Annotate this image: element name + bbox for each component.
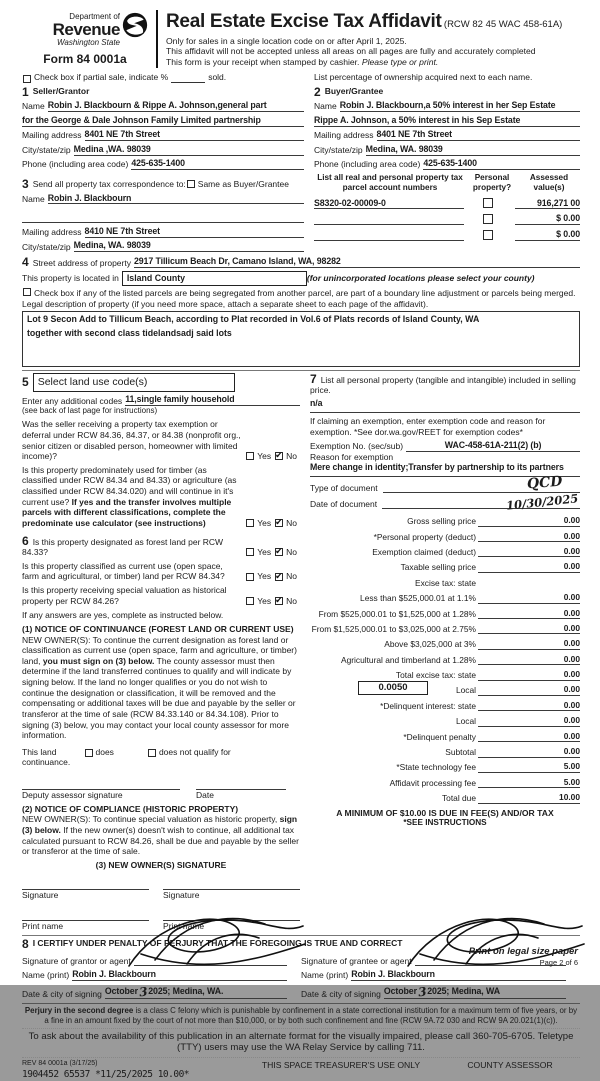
fee-leader-line [478, 518, 538, 527]
print-name-label: Print name [22, 921, 64, 932]
current-use-question [22, 561, 300, 582]
fee-row [310, 527, 580, 542]
fee-label: *Delinquent penalty [403, 731, 476, 742]
buyer-mailing-label: Mailing address [314, 130, 374, 141]
land-use-select-label: Select land use code(s) [37, 375, 148, 388]
fee-value: 0.00 [538, 546, 580, 558]
date-of-document-value: 10/30/2025 [505, 491, 579, 513]
seller-name-label: Name [22, 101, 45, 112]
fee-label: Taxable selling price [400, 562, 476, 573]
grantor-name-input[interactable]: Robin J. Blackbourn [72, 969, 287, 981]
fee-row [310, 557, 580, 572]
yes-checkbox[interactable] [246, 548, 254, 556]
grantee-sig-label: Signature of grantee or agent [301, 955, 412, 966]
no-label: No [286, 547, 297, 558]
assessed-value-col-header: Assessed value(s) [529, 173, 569, 193]
land-use-column [22, 373, 310, 932]
type-of-document-row [310, 473, 580, 493]
fee-value: 0.00 [538, 561, 580, 573]
date-of-document-row [310, 491, 580, 513]
section7-number: 7 [310, 371, 317, 386]
grantee-date-day-handwritten: 3 [417, 984, 428, 1000]
partial-sale-percent-input[interactable] [171, 82, 205, 83]
does-not-checkbox[interactable] [148, 749, 156, 757]
fee-leader-line [478, 764, 538, 773]
personal-property-input[interactable]: n/a [310, 397, 323, 408]
correspondence-extra-line[interactable] [22, 213, 304, 223]
segregated-checkbox[interactable] [23, 288, 31, 296]
question-text: Is this property receiving special valuation as historical property per RCW 84.26? [22, 585, 227, 606]
yes-checkbox[interactable] [246, 452, 254, 460]
section8-number: 8 [22, 936, 29, 951]
fee-row [310, 742, 580, 757]
new-owner-signature-lines [22, 880, 300, 890]
does-checkbox[interactable] [85, 749, 93, 757]
yes-label: Yes [257, 547, 272, 558]
section4-number: 4 [22, 255, 29, 270]
grantor-date-month: October [104, 986, 138, 997]
no-label: No [286, 517, 297, 528]
additional-codes-label: Enter any additional codes [22, 395, 123, 406]
personal-property-checkbox[interactable] [483, 198, 493, 208]
fee-leader-line [478, 625, 538, 634]
dor-logo-block [22, 8, 148, 68]
grantor-date-day-handwritten: 3 [138, 984, 149, 1000]
grantor-signature-block [22, 950, 301, 1000]
grantor-date-city-label: Date & city of signing [22, 988, 102, 999]
grantor-date-rest: 2025; Medina, WA. [148, 986, 224, 997]
fee-label: *Personal property (deduct) [373, 531, 476, 542]
see-instructions-note: *SEE INSTRUCTIONS [403, 818, 487, 828]
county-note: (for unincorporated locations please select your county) [306, 273, 535, 284]
fee-value: 0.00 [538, 715, 580, 727]
new-owner-print-name-input[interactable] [163, 911, 300, 921]
fee-leader-line [478, 595, 538, 604]
fee-label: Total excise tax: state [395, 670, 476, 681]
correspondence-csz-input[interactable]: Medina, WA. 98039 [74, 240, 304, 252]
top-note-row [22, 72, 580, 83]
question-text-bold: If yes and the transfer involves multiple parcels with different classifications, complete the predominate use calculator (see instructions) [22, 496, 232, 528]
new-owners-signature-heading: (3) NEW OWNER(S) SIGNATURE [95, 859, 227, 870]
yes-label: Yes [257, 571, 272, 582]
deputy-assessor-signature-label: Deputy assessor signature [22, 790, 123, 801]
paragraph-text: NEW OWNER(S): To continue the current designation as forest land or classification as current use (open space, farm and agriculture, or timber) land, [22, 634, 297, 666]
seller-phone-input[interactable]: 425-635-1400 [131, 158, 304, 170]
legal-description-line-2: together with second class tidelandsadj said lots [27, 327, 232, 338]
grantor-name-print-label: Name (print) [22, 970, 70, 981]
fee-label: Total due [442, 793, 476, 804]
buyer-phone-label: Phone (including area code) [314, 159, 421, 170]
yes-checkbox[interactable] [246, 597, 254, 605]
fee-label: Agricultural and timberland at 1.28% [340, 654, 476, 665]
assessed-value: 916,271 00 [515, 198, 580, 210]
yes-label: Yes [257, 517, 272, 528]
washington-state-label: Washington State [56, 38, 120, 48]
parcel-number-input[interactable]: S8320-02-00009-0 [314, 198, 464, 210]
minimum-due-note: A MINIMUM OF $10.00 IS DUE IN FEE(S) AND/OR TAX [336, 807, 554, 818]
no-label: No [286, 451, 297, 462]
header-instruction-2: This affidavit will not be accepted unless all areas on all pages are fully and accurately completed [166, 46, 536, 57]
print-note-block [469, 946, 578, 967]
dept-of-label: Department of [69, 12, 120, 21]
fee-value: 0.00 [538, 608, 580, 620]
seller-csz-input[interactable]: Medina ,WA. 98039 [74, 144, 304, 156]
fee-row [310, 758, 580, 773]
form-header [22, 8, 580, 68]
divider [310, 412, 580, 413]
reason-for-exemption-label: Reason for exemption [310, 451, 394, 462]
fee-leader-line [478, 548, 538, 557]
fee-value: 0.00 [538, 684, 580, 696]
section3-intro: Send all property tax correspondence to: [32, 178, 186, 189]
same-as-buyer-label: Same as Buyer/Grantee [197, 178, 289, 189]
no-checkbox[interactable] [275, 573, 283, 581]
header-instruction-1: Only for sales in a single location code on or after April 1, 2025. [166, 35, 407, 46]
fee-leader-line [478, 718, 538, 727]
rcw-reference: (RCW 82 45 WAC 458-61A) [443, 19, 563, 30]
timber-agriculture-question [22, 465, 300, 529]
question-text: Is this property designated as forest land per RCW 84.33? [22, 536, 224, 558]
fee-leader-line [478, 610, 538, 619]
exemption-no-label: Exemption No. (sec/sub) [310, 441, 404, 452]
legal-description-line-1: Lot 9 Secon Add to Tillicum Beach, according to Plat recorded in Vol.6 of Plats records of Island County, WA [27, 313, 480, 324]
signature-label: Signature [163, 890, 200, 901]
no-checkbox[interactable] [275, 519, 283, 527]
fee-row [310, 711, 580, 726]
title-block [166, 8, 580, 68]
signature-label: Signature [22, 890, 59, 901]
fee-leader-line [478, 733, 538, 742]
grantee-date-city-label: Date & city of signing [301, 988, 381, 999]
receipt-note: This form is your receipt when stamped by cashier. [166, 57, 360, 68]
new-owner-signature-input[interactable] [22, 880, 149, 890]
fee-label: Gross selling price [407, 516, 476, 527]
fee-row [310, 665, 580, 680]
question-text: Was the seller receiving a property tax exemption or deferral under RCW 84.36, 84.37, or 84.38 (nonprofit org., senior citizen or disabled person, homeowner with limited income)? [22, 419, 241, 462]
historical-property-question [22, 585, 300, 606]
fee-rows [310, 511, 580, 803]
grantor-signature-input[interactable] [134, 956, 287, 966]
exemption-deferral-question [22, 419, 300, 462]
notice-continuance-heading: (1) NOTICE OF CONTINUANCE (FOREST LAND OR CURRENT USE) [22, 623, 294, 634]
fee-row [310, 634, 580, 649]
personal-property-col-header: Personal property? [472, 173, 512, 193]
form-number: Form 84 0001a [43, 52, 127, 67]
new-owner-print-name-input[interactable] [22, 911, 149, 921]
seller-phone-label: Phone (including area code) [22, 159, 129, 170]
assessed-value: $ 0.00 [515, 213, 580, 225]
parcel-table-header [314, 173, 580, 194]
fee-row [310, 696, 580, 711]
question-text: Is this property predominately used for timber (as classified under RCW 84.34 and 84.33) or agriculture (as classified under RCW 84.34.020) and will continue in it's current use? [22, 464, 237, 507]
fee-value: 0.00 [538, 700, 580, 712]
treasurer-space-label: THIS SPACE TREASURER'S USE ONLY [261, 1060, 421, 1071]
question-text: Is this property classified as current use (open space, farm and agricultural, or timber) land per RCW 84.34? [22, 560, 225, 582]
notice-continuance-paragraph [22, 635, 300, 741]
revenue-swirl-icon [122, 12, 148, 41]
additional-codes-input[interactable]: 11,single family household [125, 394, 300, 406]
correspondence-name-label: Name [22, 193, 45, 204]
no-label: No [286, 571, 297, 582]
buyer-name-input-2[interactable]: Rippe A. Johnson, a 50% interest in his Sep Estate [314, 115, 580, 127]
notice-compliance-paragraph [22, 814, 300, 857]
parcel-col-header: List all real and personal property tax parcel account numbers [317, 173, 463, 193]
yes-checkbox[interactable] [246, 519, 254, 527]
land-qualify-row [22, 747, 300, 758]
grantee-name-input[interactable]: Robin J. Blackbourn [351, 969, 566, 981]
fee-row [310, 681, 580, 696]
assessed-value: $ 0.00 [515, 229, 580, 241]
tax-column [310, 373, 580, 932]
exemption-no-input[interactable]: WAC-458-61A-211(2) (b) [406, 440, 580, 452]
fee-label: From $1,525,000.01 to $3,025,000 at 2.75% [311, 623, 476, 634]
section5-number: 5 [22, 375, 29, 390]
fee-leader-line [478, 656, 538, 665]
buyer-column [314, 86, 580, 253]
fee-row [310, 619, 580, 634]
cashier-stamp: 1904452 65537 *11/25/2025 10.00* [22, 1069, 190, 1081]
fee-value: 10.00 [538, 792, 580, 804]
deputy-assessor-signature-input[interactable] [22, 780, 180, 790]
personal-property-checkbox[interactable] [483, 214, 493, 224]
header-instruction-3 [166, 57, 580, 68]
header-divider [156, 10, 158, 68]
fee-label: *State technology fee [396, 762, 476, 773]
fee-row [310, 573, 580, 588]
partial-sale-suffix: sold. [208, 71, 227, 82]
fee-leader-line [478, 749, 538, 758]
fee-leader-line [478, 533, 538, 542]
fee-leader-line [478, 672, 538, 681]
date-of-document-label: Date of document [310, 498, 378, 509]
fee-leader-line [478, 641, 538, 650]
paragraph-bold: you must sign on (3) below. [42, 655, 155, 666]
table-row [314, 229, 580, 241]
ownership-note: List percentage of ownership acquired next to each name. [314, 71, 533, 82]
fee-row [310, 727, 580, 742]
yes-label: Yes [257, 595, 272, 606]
fee-row [310, 650, 580, 665]
type-or-print-note: Please type or print. [361, 57, 439, 68]
if-yes-note: If any answers are yes, complete as instructed below. [22, 610, 224, 621]
seller-name-input-2[interactable]: for the George & Dale Johnson Family Limited partnership [22, 115, 304, 127]
fee-label: Less than $525,000.01 at 1.1% [360, 593, 476, 604]
paragraph-bold: sign (3) below. [22, 814, 298, 835]
reason-for-exemption-input[interactable]: Mere change in identity;Transfer by partnership to its partners [310, 462, 564, 473]
fee-row [310, 604, 580, 619]
legal-description-input[interactable] [22, 311, 580, 367]
does-label: does [95, 746, 114, 757]
correspondence-name-input[interactable]: Robin J. Blackbourn [48, 193, 304, 205]
section6-number: 6 [22, 533, 29, 548]
grantee-date-month: October [383, 986, 417, 997]
does-not-label: does not qualify for [158, 746, 231, 757]
yes-label: Yes [257, 451, 272, 462]
correspondence-mailing-label: Mailing address [22, 227, 82, 238]
forest-land-question [22, 535, 300, 558]
local-rate-box: 0.0050 [358, 681, 428, 695]
seller-column [22, 86, 314, 253]
seller-csz-label: City/state/zip [22, 144, 71, 155]
table-row [314, 213, 580, 225]
seller-mailing-input[interactable]: 8401 NE 7th Street [85, 129, 304, 141]
fee-label: Above $3,025,000 at 3% [384, 639, 476, 650]
correspondence-mailing-input[interactable]: 8410 NE 7th Street [85, 226, 304, 238]
fee-row [310, 788, 580, 803]
yes-checkbox[interactable] [246, 573, 254, 581]
fee-leader-line [478, 579, 538, 588]
grantee-date-rest: 2025; Medina, WA [427, 986, 500, 997]
new-owner-signature-input[interactable] [163, 880, 300, 890]
section1-number: 1 [22, 84, 29, 99]
grantee-name-print-label: Name (print) [301, 970, 349, 981]
buyer-phone-input[interactable]: 425-635-1400 [423, 158, 580, 170]
partial-sale-checkbox[interactable] [23, 75, 31, 83]
exemption-note: If claiming an exemption, enter exemption code and reason for exemption. *See dor.wa.gov/REET for exemption codes* [310, 415, 546, 437]
type-of-document-label: Type of document [310, 482, 378, 493]
fee-leader-line [478, 795, 538, 804]
buyer-name-input[interactable]: Robin J. Blackbourn,a 50% interest in her Sep Estate [340, 100, 580, 112]
fee-leader-line [478, 564, 538, 573]
seller-mailing-label: Mailing address [22, 130, 82, 141]
print-name-label: Print name [163, 921, 205, 932]
no-checkbox[interactable] [275, 597, 283, 605]
fee-label: Affidavit processing fee [389, 777, 476, 788]
perjury-rest: is a class C felony which is punishable by confinement in a state correctional institution for a maximum term of five years, or by a fine in an amount fixed by the court of not more than $10,000, or by both such confinement and fine (RCW 9A.72 030 and RCW 9A 20.021(1)(c)). [44, 1006, 578, 1025]
fee-value: 5.00 [538, 761, 580, 773]
section3-number: 3 [22, 177, 29, 191]
parcel-number-input[interactable] [314, 231, 464, 241]
no-checkbox[interactable] [275, 452, 283, 460]
section2-number: 2 [314, 84, 321, 99]
perjury-notice [22, 1003, 580, 1025]
fee-row [310, 542, 580, 557]
fee-label: Local [455, 716, 476, 727]
this-land-label: This land [22, 746, 57, 757]
perjury-bold: Perjury in the second degree [24, 1006, 134, 1016]
certify-statement: I CERTIFY UNDER PENALTY OF PERJURY THAT THE FOREGOING IS TRUE AND CORRECT [32, 938, 403, 949]
fee-label: From $525,000.01 to $1,525,000 at 1.28% [318, 608, 476, 619]
county-select[interactable]: Island County [122, 271, 307, 286]
type-of-document-value: QCD [525, 473, 563, 493]
fee-value: 0.00 [538, 638, 580, 650]
paragraph-text: If the new owner(s) doesn't wish to continue, all additional tax calculated pursuant to RCW 84.26, shall be due and payable by the seller or transferor at the time of sale. [22, 824, 299, 857]
accessibility-notice: To ask about the availability of this publication in an alternate format for the visually impaired, please call 360-705-6705. Teletype (TTY) users may use the WA Relay Service by calling 711. [22, 1028, 580, 1053]
notice-compliance-heading: (2) NOTICE OF COMPLIANCE (HISTORIC PROPERTY) [22, 803, 239, 814]
footer-row [22, 1057, 580, 1081]
fee-row [310, 588, 580, 603]
fee-value: 0.00 [538, 746, 580, 758]
fee-value: 0.00 [538, 515, 580, 527]
fee-value: 0.00 [538, 623, 580, 635]
grantor-sig-label: Signature of grantor or agent [22, 955, 131, 966]
deputy-date-input[interactable] [196, 780, 286, 790]
deputy-date-label: Date [196, 790, 214, 801]
buyer-name-label: Name [314, 101, 337, 112]
county-assessor-label: COUNTY ASSESSOR [467, 1060, 553, 1071]
buyer-csz-label: City/state/zip [314, 144, 363, 155]
buyer-csz-input[interactable]: Medina, WA. 98039 [366, 144, 580, 156]
personal-property-intro: List all personal property (tangible and intangible) included in selling price. [310, 374, 576, 396]
fee-row [310, 511, 580, 526]
fee-leader-line [478, 702, 538, 711]
print-on-legal-note: Print on legal size paper [468, 945, 578, 957]
property-section [22, 256, 580, 366]
rev-number: REV 84 0001a (3/17/25) [22, 1060, 98, 1068]
fee-value: 0.00 [538, 654, 580, 666]
legal-description-label: Legal description of property (if you need more space, attach a separate sheet to each page of the affidavit). [22, 299, 429, 310]
fee-label: Subtotal [445, 747, 476, 758]
fee-label: Excise tax: state [415, 577, 476, 588]
seller-name-input[interactable]: Robin J. Blackbourn & Rippe A. Johnson,general part [48, 100, 304, 112]
fee-leader-line [478, 687, 538, 696]
land-use-select[interactable] [33, 373, 235, 392]
section1-title: Seller/Grantor [32, 86, 90, 97]
fee-label: *Delinquent interest: state [380, 700, 476, 711]
fee-value: 0.00 [538, 731, 580, 743]
paragraph-text: The county assessor must then determine if the land transferred continues to qualify and will indicate by signing below. If the land no longer qualifies or you do not wish to continue the designation or classification, it will be removed and the compensating or additional taxes will be due and payable by the seller or transferor at the time of sale (RCW 84.33.140 or 84.34.108). Prior to signing (3) below, you may contact your local county assessor for more information. [22, 655, 296, 741]
partial-sale-label: Check box if partial sale, indicate % [34, 71, 169, 82]
form-title: Real Estate Excise Tax Affidavit [166, 11, 442, 32]
section2-title: Buyer/Grantee [324, 86, 384, 97]
street-address-input[interactable]: 2917 Tillicum Beach Dr, Camano Island, WA, 98282 [134, 256, 580, 268]
fee-value: 0.00 [538, 531, 580, 543]
no-label: No [286, 595, 297, 606]
fee-value: 0.00 [538, 592, 580, 604]
same-as-buyer-checkbox[interactable] [187, 180, 195, 188]
table-row [314, 198, 580, 210]
street-address-label: Street address of property [32, 257, 131, 268]
segregated-label: Check box if any of the listed parcels are being segregated from another parcel, are part of a boundary line adjustment or parcels being merged. [34, 288, 576, 299]
see-back-note: (see back of last page for instructions) [22, 406, 158, 416]
paragraph-text: NEW OWNER(S): To continue special valuation as historic property, [22, 814, 278, 825]
no-checkbox[interactable] [275, 548, 283, 556]
parcel-number-input[interactable] [314, 215, 464, 225]
fee-label: Local [455, 685, 476, 696]
personal-property-checkbox[interactable] [483, 230, 493, 240]
fee-label: Exemption claimed (deduct) [372, 546, 476, 557]
fee-value: 5.00 [538, 777, 580, 789]
continuance-label: continuance. [22, 757, 71, 768]
fee-value: 0.00 [538, 669, 580, 681]
fee-leader-line [478, 779, 538, 788]
located-in-label: This property is located in [22, 273, 119, 284]
buyer-mailing-input[interactable]: 8401 NE 7th Street [377, 129, 580, 141]
page-indicator: Page 2 of 6 [539, 957, 578, 967]
revenue-wordmark: Revenue [52, 20, 120, 39]
fee-row [310, 773, 580, 788]
correspondence-csz-label: City/state/zip [22, 241, 71, 252]
